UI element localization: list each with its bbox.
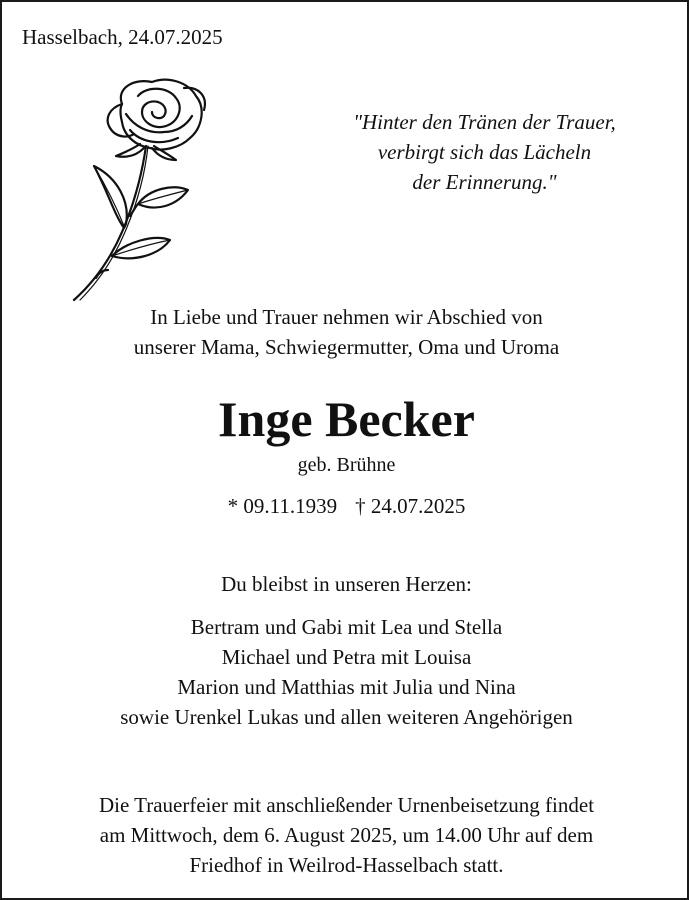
closing-line: Du bleibst in unseren Herzen:	[221, 572, 472, 596]
intro-line: unserer Mama, Schwiegermutter, Oma und Uroma	[133, 335, 560, 359]
place-date: Hasselbach, 24.07.2025	[22, 25, 223, 49]
quote-line: der Erinnerung."	[412, 170, 557, 194]
funeral-line: am Mittwoch, dem 6. August 2025, um 14.00 Uhr auf dem	[99, 823, 594, 847]
intro-line: In Liebe und Trauer nehmen wir Abschied von	[150, 305, 543, 329]
funeral-line: Friedhof in Weilrod-Hasselbach statt.	[189, 853, 504, 877]
mourner-line: Michael und Petra mit Louisa	[221, 645, 472, 669]
quote-line: verbirgt sich das Lächeln	[377, 140, 592, 164]
mourner-line: Bertram und Gabi mit Lea und Stella	[190, 615, 503, 639]
mourner-line: Marion und Matthias mit Julia und Nina	[177, 675, 516, 699]
deceased-name: Inge Becker	[218, 391, 475, 447]
birth-name: geb. Brühne	[297, 454, 396, 476]
rose-icon	[64, 74, 234, 304]
quote-line: "Hinter den Tränen der Trauer,	[353, 110, 616, 134]
mourner-line: sowie Urenkel Lukas und allen weiteren Angehörigen	[120, 705, 573, 729]
mourners-list	[2, 612, 689, 732]
death-date: † 24.07.2025	[355, 494, 466, 518]
birth-date: * 09.11.1939	[227, 494, 338, 518]
memorial-quote	[302, 107, 667, 197]
funeral-line: Die Trauerfeier mit anschließender Urnenbeisetzung findet	[98, 793, 595, 817]
funeral-details	[2, 790, 689, 880]
farewell-intro	[2, 302, 689, 362]
life-dates	[2, 492, 689, 520]
